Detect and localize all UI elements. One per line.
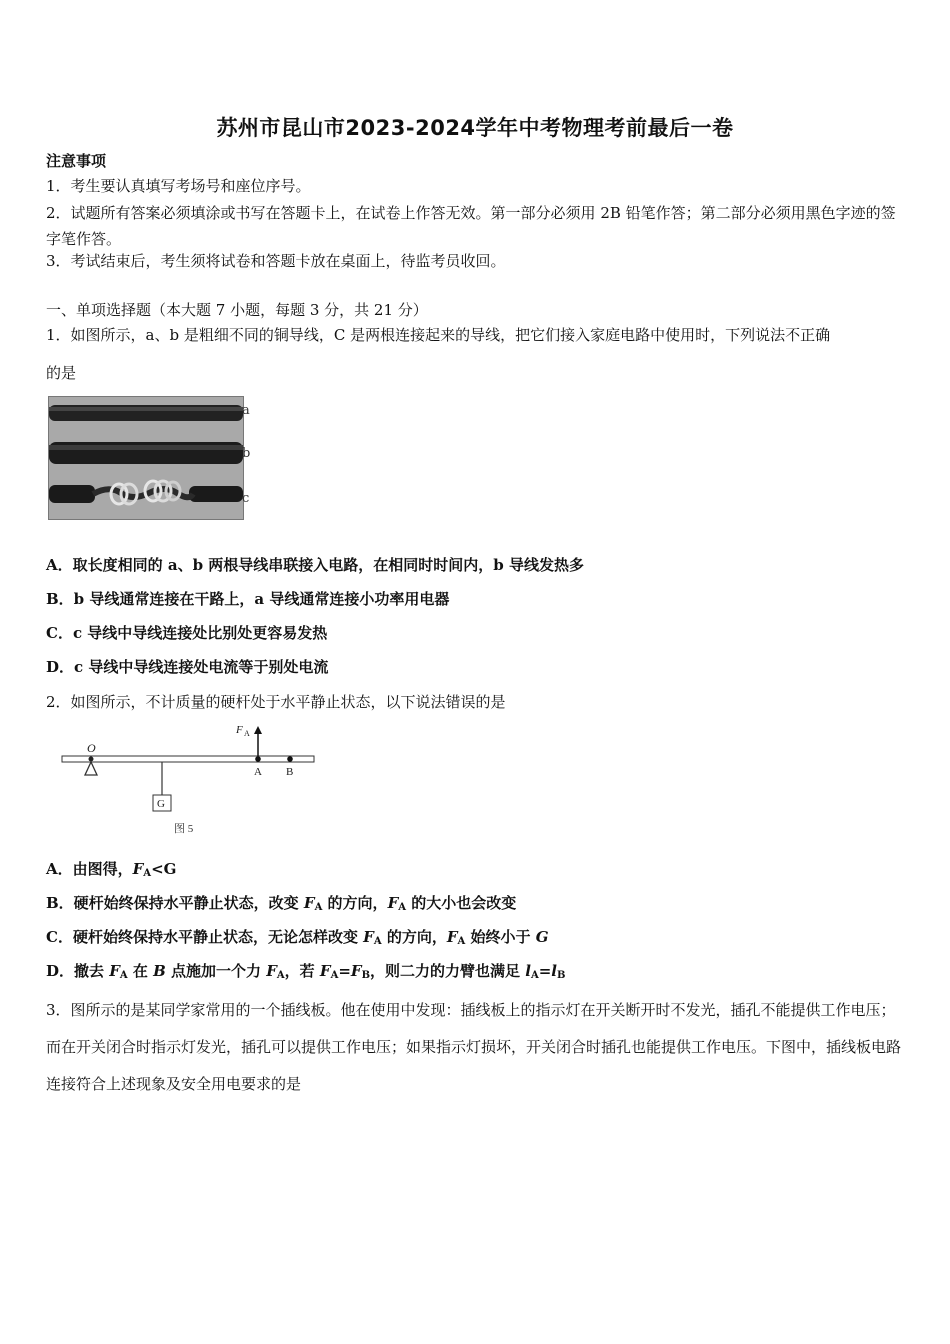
q2-d-b: B [153, 962, 166, 980]
q2-d-fsub2: A [276, 970, 285, 981]
q2-b-f1: F [303, 894, 315, 912]
notice-item-2: 2．试题所有答案必须填涂或书写在答题卡上，在试卷上作答无效。第一部分必须用 2B 铅笔作答；第二部分必须用黑色字迹的签字笔作答。 [46, 204, 896, 248]
q2-c-g: G [535, 928, 549, 946]
q2-d-eq1: = [338, 962, 351, 980]
q2-d-fsub1: A [119, 970, 128, 981]
q1-option-a: A．取长度相同的 a、b 两根导线串联接入电路，在相同时时间内，b 导线发热多 [46, 556, 585, 574]
point-b-dot [287, 756, 293, 762]
q2-d-f1: F [109, 962, 120, 980]
q2-d-text1: D．撤去 [46, 962, 110, 980]
q1-option-c: C．c 导线中导线连接处比别处更容易发热 [46, 624, 328, 642]
q2-d-eq2: = [538, 962, 552, 980]
q2-d-text2: 在 [127, 962, 154, 980]
notice-item-3: 3．考试结束后，考生须将试卷和答题卡放在桌面上，待监考员收回。 [46, 252, 506, 270]
q2-d-f4: F [350, 962, 362, 980]
q2-c-fsub2: A [457, 936, 466, 947]
q1-stem-line1: 1．如图所示，a、b 是粗细不同的铜导线，C 是两根连接起来的导线，把它们接入家庭电路中使用时，下列说法不正确 [46, 326, 831, 344]
q2-d-text5: ，则二力的力臂也满足 [370, 962, 526, 980]
q2-b-text3: 的大小也会改变 [405, 894, 517, 912]
pivot-label: O [87, 741, 96, 755]
wire-label-a: a [242, 403, 250, 418]
q1-option-d: D．c 导线中导线连接处电流等于别处电流 [46, 658, 329, 676]
q2-c-text2: 的方向， [381, 928, 447, 946]
q2-c-text1: C．硬杆始终保持水平静止状态，无论怎样改变 [46, 928, 364, 946]
q2-d-lsub1: A [530, 970, 539, 981]
q2-b-f2: F [387, 894, 399, 912]
wire-c-left [49, 485, 95, 503]
q2-d-l2: l [551, 962, 557, 980]
q2-d-fsub4: B [361, 970, 371, 981]
lever-diagram [58, 718, 328, 838]
pivot-point [89, 757, 94, 762]
figure-caption: 图 5 [174, 823, 194, 835]
wire-photo-drawing [49, 397, 243, 519]
q2-option-d [46, 960, 908, 987]
force-label: F [236, 724, 243, 736]
q2-b-fsub1: A [314, 902, 323, 913]
notice-heading: 注意事项 [46, 152, 107, 170]
page-title: 苏州市昆山市2023-2024学年中考物理考前最后一卷 [216, 116, 734, 140]
q1-stem-line2: 的是 [46, 364, 77, 382]
q2-b-text1: B．硬杆始终保持水平静止状态，改变 [46, 894, 304, 912]
q2-b-fsub2: A [398, 902, 406, 913]
q3-stem: 3．图所示的是某同学家常用的一个插线板。他在使用中发现：插线板上的指示灯在开关断开时不发光，插孔不能提供工作电压；而在开关闭合时指示灯发光，插孔可以提供工作电压；如果指示灯损坏，开关闭合时插孔也能提供工作电压。下图中，插线板电路连接符合上述现象及安全用电要求的是 [46, 1001, 902, 1093]
q2-d-f2: F [266, 962, 277, 980]
q2-a-fsub: A [143, 868, 152, 879]
q2-a-prefix: A．由图得， [46, 860, 133, 878]
force-label-sub: A [244, 729, 250, 738]
lever-bar [62, 756, 314, 762]
wire-photo [48, 396, 244, 520]
q2-a-f: F [132, 860, 144, 878]
q1-option-b: B．b 导线通常连接在干路上，a 导线通常连接小功率用电器 [46, 590, 450, 608]
point-a-dot [255, 756, 261, 762]
section-heading: 一、单项选择题（本大题 7 小题，每题 3 分，共 21 分） [46, 301, 428, 319]
pivot-triangle [85, 762, 97, 775]
wire-c-right [189, 486, 243, 502]
wire-label-b: b [242, 446, 251, 461]
q2-a-rest: <G [151, 860, 177, 878]
q2-c-text3: 始终小于 [465, 928, 536, 946]
q2-c-f1: F [363, 928, 374, 946]
q2-d-fsub3: A [330, 970, 339, 981]
q2-stem: 2．如图所示，不计质量的硬杆处于水平静止状态，以下说法错误的是 [46, 693, 506, 711]
q2-c-f2: F [446, 928, 458, 946]
q2-option-b [46, 892, 908, 919]
wire-label-c: c [242, 491, 250, 506]
q2-d-lsub2: B [557, 970, 566, 981]
q2-d-f3: F [319, 962, 331, 980]
q2-d-text4: ，若 [284, 962, 320, 980]
notice-item-1: 1．考生要认真填写考场号和座位序号。 [46, 177, 311, 195]
force-arrow-head [254, 726, 262, 734]
q2-c-fsub1: A [373, 936, 382, 947]
q2-b-text2: 的方向， [322, 894, 388, 912]
point-b-label: B [286, 766, 294, 778]
q2-option-a [46, 858, 908, 885]
weight-label: G [157, 798, 165, 810]
q2-option-c [46, 926, 908, 953]
q2-d-l1: l [525, 962, 531, 980]
q2-d-text3: 点施加一个力 [165, 962, 267, 980]
point-a-label: A [254, 766, 262, 778]
